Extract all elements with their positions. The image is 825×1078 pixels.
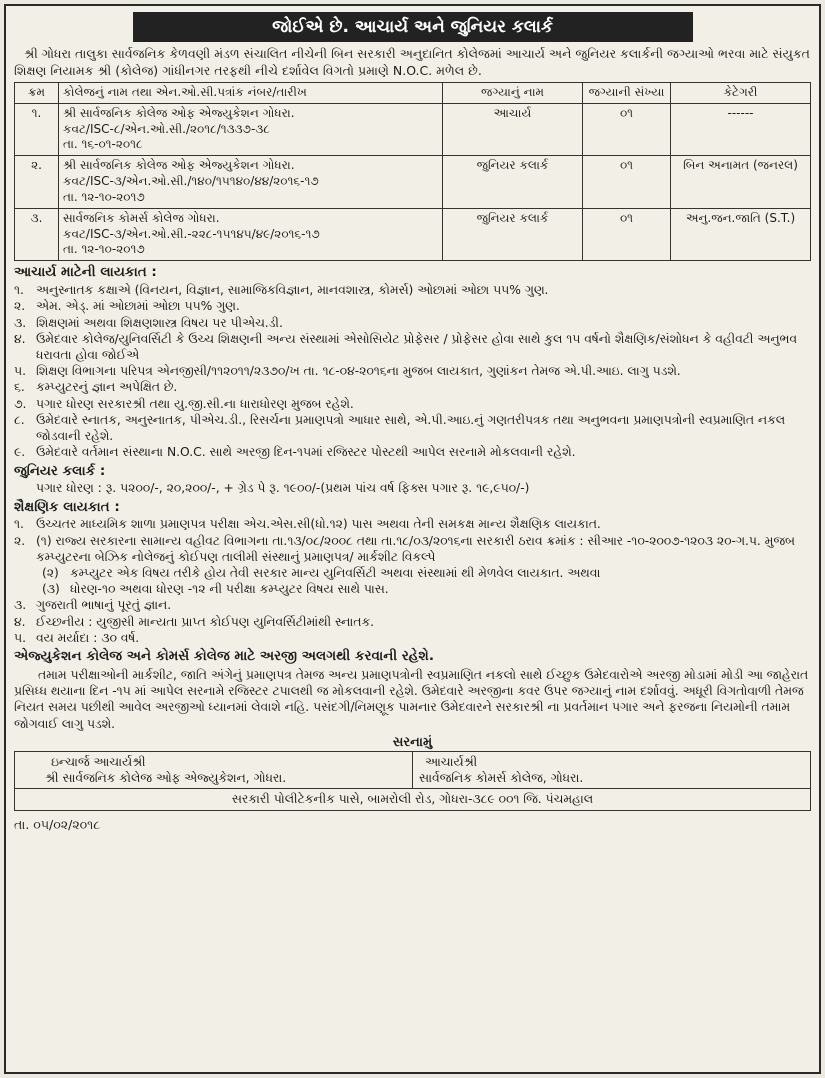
sub-text: કમ્પ્યુટર એક વિષય તરીકે હોય તેવી સરકાર માન્ય યુનિવર્સિટી અથવા સંસ્થામાં થી મેળવેલ લાયકાત. અથવા — [70, 566, 601, 580]
header-count: જગ્યાની સંખ્યા — [583, 83, 671, 104]
list-item — [14, 331, 811, 363]
item-number: ૨. — [14, 299, 26, 314]
address-left — [15, 751, 413, 788]
item-number: ૪. — [14, 331, 26, 346]
row-count: ૦૧ — [583, 208, 671, 260]
item-text: ઉમેદવારે વર્તમાન સંસ્થાના N.O.C. સાથે અરજી દિન-૧૫માં રજિસ્ટર પોસ્ટથી આપેલ સરનામે મોકલવાની રહેશે. — [36, 445, 576, 460]
list-item — [14, 533, 811, 565]
sub-number: (૩) — [42, 582, 60, 597]
noc-number: કવટ/ISC-૩/એન.ઓ.સી./૧૪૦/૧૫૧૪૦/૪૪/૨૦૧૬-૧૭ — [63, 174, 319, 189]
item-number: ૧. — [14, 283, 24, 298]
college-name: સાર્વજનિક કોમર્સ કોલેજ ગોધરા. — [63, 210, 220, 225]
address-right — [413, 751, 811, 788]
item-number: ૧. — [14, 517, 24, 532]
address-table — [14, 751, 811, 811]
row-category: અનુ.જન.જાતિ (S.T.) — [671, 208, 811, 260]
address-title: સરનામું — [392, 734, 433, 750]
item-text: અનુસ્નાતક કક્ષાએ (વિનયન, વિજ્ઞાન, સામાજિકવિજ્ઞાન, માનવશાસ્ત્ર, કોમર્સ) ઓછામાં ઓછા ૫૫% ગુણ. — [36, 283, 549, 298]
table-row — [15, 156, 811, 208]
sub-number: (૨) — [42, 566, 59, 580]
sub-item — [14, 581, 811, 597]
issue-date: તા. ૦૫/૦૨/૨૦૧૮ — [14, 816, 101, 832]
item-number: ૫. — [14, 364, 26, 379]
clerk-pay-scale: પગાર ધોરણ : રૂ. ૫૨૦૦/-, ૨૦,૨૦૦/-, + ગ્રેડ પે રૂ. ૧૯૦૦/-(પ્રથમ પાંચ વર્ષ ફિક્સ પગાર રૂ. ૧૯,૯૫૦/-) — [36, 481, 530, 496]
row-post: જુનિયર કલાર્ક — [443, 208, 583, 260]
table-header-row — [15, 83, 811, 104]
separate-application-note: એજ્યુકેશન કોલેજ અને કોમર્સ કોલેજ માટે અરજી અલગથી કરવાની રહેશે. — [14, 648, 434, 665]
item-number: ૨. — [14, 533, 26, 548]
item-number: ૪. — [14, 614, 26, 629]
item-text: શિક્ષણ વિભાગના પરિપત્ર એનજીસી/૧૧૨૦૧૧/૨૩૭૦/ખ તા. ૧૮-૦૪-૨૦૧૬ના મુજબ લાયકાત, ગુણાંકન તેમજ એ.પી.આઇ. લાગુ પડશે. — [36, 364, 681, 379]
item-text: ઉમેદવાર કોલેજ/યુનિવર્સિટી કે ઉચ્ચ શિક્ષણની અન્ય સંસ્થામાં એસોસિયેટ પ્રોફેસર / પ્રોફેસર હોવા સાથે કુલ ૧૫ વર્ષનો શૈક્ષણિક/સંશોધન કે વહીવટી અનુભવ ધરાવતા હોવા જોઈએ — [36, 331, 797, 362]
table-row — [15, 208, 811, 260]
item-number: ૮. — [14, 412, 25, 427]
row-serial: ૨. — [15, 156, 59, 208]
item-text: ગુજરાતી ભાષાનું પૂરતું જ્ઞાન. — [36, 598, 172, 613]
address-footer: સરકારી પોલીટેકનીક પાસે, બામરોલી રોડ, ગોધરા-૩૮૯ ૦૦૧ જિ. પંચમહાલ — [15, 789, 811, 810]
list-item — [14, 614, 811, 630]
item-number: ૩. — [14, 598, 27, 613]
instructions-paragraph: તમામ પરીક્ષાઓની માર્કશીટ, જાતિ અંગેનું પ્રમાણપત્ર તેમજ અન્ય પ્રમાણપત્રોની સ્વપ્રમાણિત નકલો સાથે ઈચ્છુક ઉમેદવારોએ અરજી મોડામાં મોડી આ જાહેરાત પ્રસિધ્ધ થયાના દિન -૧૫ માં આપેલ સરનામે રજિસ્ટર ટપાલથી જ મોકલવાની રહેશે. ઉમેદવારે અરજીના કવર ઉપર જગ્યાનું નામ દર્શાવવું. અધૂરી વિગતોવાળી તેમજ નિયત સમય પછીથી આવેલ અરજીઓ ધ્યાનમાં લેવાશે નહિ. પસંદગી/નિમણૂક પામનાર ઉમેદવારને સરકારશ્રી ના પ્રવર્તમાન પગાર અને ફરજના નિયમોની તમામ જોગવાઈ લાગુ પડશે. — [14, 667, 809, 731]
row-college-cell — [59, 156, 443, 208]
item-text: ઉમેદવારે સ્નાતક, અનુસ્નાતક, પીએચ.ડી., રિસર્ચના પ્રમાણપત્રો આધાર સાથે, એ.પી.આઇ.નું ગણતરીપત્રક તથા અનુભવના પ્રમાણપત્રોની સ્વપ્રમાણિત નકલ જોડવાની રહેશે. — [36, 412, 786, 444]
address-left-line2: શ્રી સાર્વજનિક કોલેજ ઓફ એજ્યુકેશન, ગોધરા. — [45, 771, 287, 786]
noc-date: તા. ૧૨-૧૦-૨૦૧૭ — [63, 189, 145, 204]
item-text: (૧) રાજ્ય સરકારના સામાન્ય વહીવટ વિભાગના તા.૧૩/૦૮/૨૦૦૮ તથા તા.૧૮/૦૩/૨૦૧૬ના સરકારી ઠરાવ ક્રમાંક : સીઆર -૧૦-૨૦૦૭-૧૨૦૩ ૨૦-ગ.પ. મુજબ કમ્પ્યુટરના બેઝિક નોલેજનું કોઈપણ તાલીમી સંસ્થાનું પ્રમાણપત્ર/ માર્કશીટ વિકલ્પે — [36, 533, 795, 564]
principal-heading: આચાર્ય માટેની લાયકાત : — [14, 264, 157, 281]
row-category: ------ — [671, 103, 811, 155]
advertisement — [4, 4, 821, 1074]
list-item — [14, 379, 811, 395]
sub-text: ધોરણ-૧૦ અથવા ધોરણ -૧૨ ની પરીક્ષા કમ્પ્યુટર વિષય સાથે પાસ. — [70, 582, 389, 597]
list-item — [14, 363, 811, 379]
table-row — [15, 103, 811, 155]
college-name: શ્રી સાર્વજનિક કોલેજ ઓફ એજ્યુકેશન ગોધરા. — [63, 105, 295, 120]
row-category: બિન અનામત (જનરલ) — [671, 156, 811, 208]
item-number: ૩. — [14, 315, 27, 330]
item-text: શિક્ષણમાં અથવા શિક્ષણશાસ્ત્ર વિષય પર પીએચ.ડી. — [36, 315, 283, 330]
noc-date: તા. ૧૬-૦૧-૨૦૧૮ — [63, 137, 143, 152]
list-item — [14, 597, 811, 613]
row-count: ૦૧ — [583, 103, 671, 155]
noc-number: કવટ/ISC-૩/એન.ઓ.સી.-૨૨૮-૧૫૧૪૫/૪૯/૨૦૧૬-૧૭ — [63, 226, 320, 241]
item-text: ઈચ્છનીય : યુજીસી માન્યતા પ્રાપ્ત કોઈપણ યુનિવર્સિટીમાંથી સ્નાતક. — [36, 614, 375, 629]
list-item — [14, 396, 811, 412]
item-number: ૬. — [14, 380, 25, 395]
education-heading: શૈક્ષણિક લાયકાત : — [14, 498, 120, 515]
noc-date: તા. ૧૨-૧૦-૨૦૧૭ — [63, 242, 145, 257]
list-item — [14, 298, 811, 314]
item-text: વય મર્યાદા : ૩૦ વર્ષ. — [36, 630, 140, 645]
item-number: ૫. — [14, 630, 26, 645]
address-left-line1: ઇન્ચાર્જ આચાર્યશ્રી — [51, 754, 146, 769]
row-college-cell — [59, 103, 443, 155]
header-post: જગ્યાનું નામ — [443, 83, 583, 104]
address-right-line1: આચાર્યશ્રી — [425, 754, 478, 769]
row-post: જુનિયર કલાર્ક — [443, 156, 583, 208]
item-text: એમ. એડ્. માં ઓછામાં ઓછા ૫૫% ગુણ. — [36, 299, 240, 314]
header-college: કોલેજનું નામ તથા એન.ઓ.સી.પત્રાંક નંબર/તારીખ — [59, 83, 443, 104]
principal-list — [14, 282, 811, 460]
list-item — [14, 444, 811, 460]
row-college-cell — [59, 208, 443, 260]
row-serial: ૧. — [15, 103, 59, 155]
row-post: આચાર્ય — [443, 103, 583, 155]
list-item — [14, 282, 811, 298]
sub-item — [14, 565, 811, 581]
list-item — [14, 516, 811, 532]
header-serial: ક્રમ — [15, 83, 59, 104]
row-serial: ૩. — [15, 208, 59, 260]
row-count: ૦૧ — [583, 156, 671, 208]
item-number: ૭. — [14, 396, 27, 411]
item-text: પગાર ધોરણ સરકારશ્રી તથા યુ.જી.સી.ના ધારાધોરણ મુજબ રહેશે. — [36, 396, 354, 411]
intro-text: શ્રી ગોધરા તાલુકા સાર્વજનિક કેળવણી મંડળ સંચાલિત નીચેની બિન સરકારી અનુદાનિત કોલેજમાં આચાર્ય અને જુનિયર કલાર્કની જગ્યાઓ ભરવા માટે સંયુકત શિક્ષણ નિયામક શ્રી (કોલેજ) ગાંધીનગર તરફથી નીચે દર્શાવેલ વિગતો પ્રમાણે N.O.C. મળેલ છે. — [14, 46, 810, 78]
list-item — [14, 630, 811, 646]
noc-number: કવટ/ISC-૮/એન.ઓ.સી./૨૦૧૮/૧૩૩૭-૩૮ — [63, 121, 270, 136]
list-item — [14, 412, 811, 444]
item-text: ઉચ્ચતર માધ્યમિક શાળા પ્રમાણપત્ર પરીક્ષા એચ.એસ.સી(ધો.૧૨) પાસ અથવા તેની સમકક્ષ માન્ય શૈક્ષણિક લાયકાત. — [36, 517, 601, 532]
item-number: ૯. — [14, 445, 26, 460]
posts-table — [14, 82, 811, 261]
clerk-heading: જુનિયર કલાર્ક : — [14, 462, 106, 479]
college-name: શ્રી સાર્વજનિક કોલેજ ઓફ એજ્યુકેશન ગોધરા. — [63, 158, 295, 173]
item-text: કમ્પ્યુટરનું જ્ઞાન અપેક્ષિત છે. — [36, 380, 178, 395]
list-item — [14, 315, 811, 331]
banner-title: જોઈએ છે. આચાર્ય અને જુનિયર કલાર્ક — [133, 12, 693, 42]
header-category: કેટેગરી — [671, 83, 811, 104]
address-right-line2: સાર્વજનિક કોમર્સ કોલેજ, ગોધરા. — [419, 771, 584, 786]
